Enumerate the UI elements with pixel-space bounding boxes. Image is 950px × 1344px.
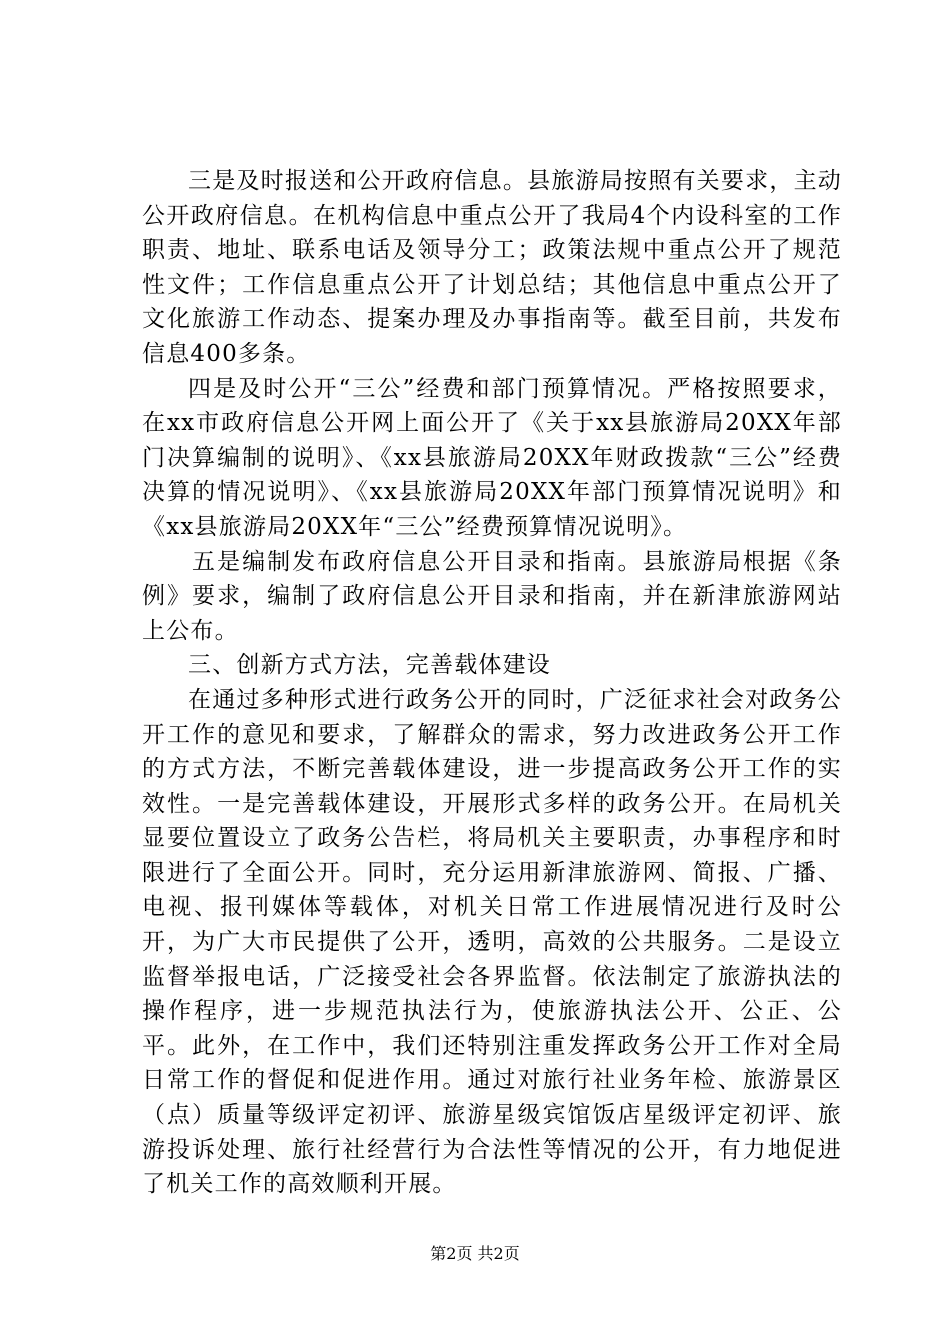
paragraph-catalog-guide: 五是编制发布政府信息公开目录和指南。县旅游局根据《条例》要求，编制了政府信息公开目录和指南，并在新津旅游网站上公布。: [142, 548, 842, 644]
document-body: [142, 164, 842, 1202]
paragraph-three-public-funds: 四是及时公开“三公”经费和部门预算情况。严格按照要求，在xx市政府信息公开网上面公开了《关于xx县旅游局20XX年部门决算编制的说明》、《xx县旅游局20XX年财政拨款“三公”经费决算的情况说明》、《xx县旅游局20XX年部门预算情况说明》和《xx县旅游局20XX年“三公”经费预算情况说明》。: [142, 375, 842, 540]
paragraph-innovation-body: 在通过多种形式进行政务公开的同时，广泛征求社会对政务公开工作的意见和要求，了解群众的需求，努力改进政务公开工作的方式方法，不断完善载体建设，进一步提高政务公开工作的实效性。一是完善载体建设，开展形式多样的政务公开。在局机关显要位置设立了政务公告栏，将局机关主要职责，办事程序和时限进行了全面公开。同时，充分运用新津旅游网、简报、广播、电视、报刊媒体等载体，对机关日常工作进展情况进行及时公开，为广大市民提供了公开，透明，高效的公共服务。二是设立监督举报电话，广泛接受社会各界监督。依法制定了旅游执法的操作程序，进一步规范执法行为，使旅游执法公开、公正、公平。此外，在工作中，我们还特别注重发挥政务公开工作对全局日常工作的督促和促进作用。通过对旅行社业务年检、旅游景区（点）质量等级评定初评、旅游星级宾馆饭店星级评定初评、旅游投诉处理、旅行社经营行为合法性等情况的公开，有力地促进了机关工作的高效顺利开展。: [142, 686, 842, 1198]
page-footer: 第2页 共2页: [430, 1244, 520, 1263]
paragraph-info-release: 三是及时报送和公开政府信息。县旅游局按照有关要求，主动公开政府信息。在机构信息中重点公开了我局4个内设科室的工作职责、地址、联系电话及领导分工；政策法规中重点公开了规范性文件；工作信息重点公开了计划总结；其他信息中重点公开了文化旅游工作动态、提案办理及办事指南等。截至目前，共发布信息400多条。: [142, 168, 842, 367]
section-heading-innovation: 三、创新方式方法，完善载体建设: [188, 652, 551, 679]
